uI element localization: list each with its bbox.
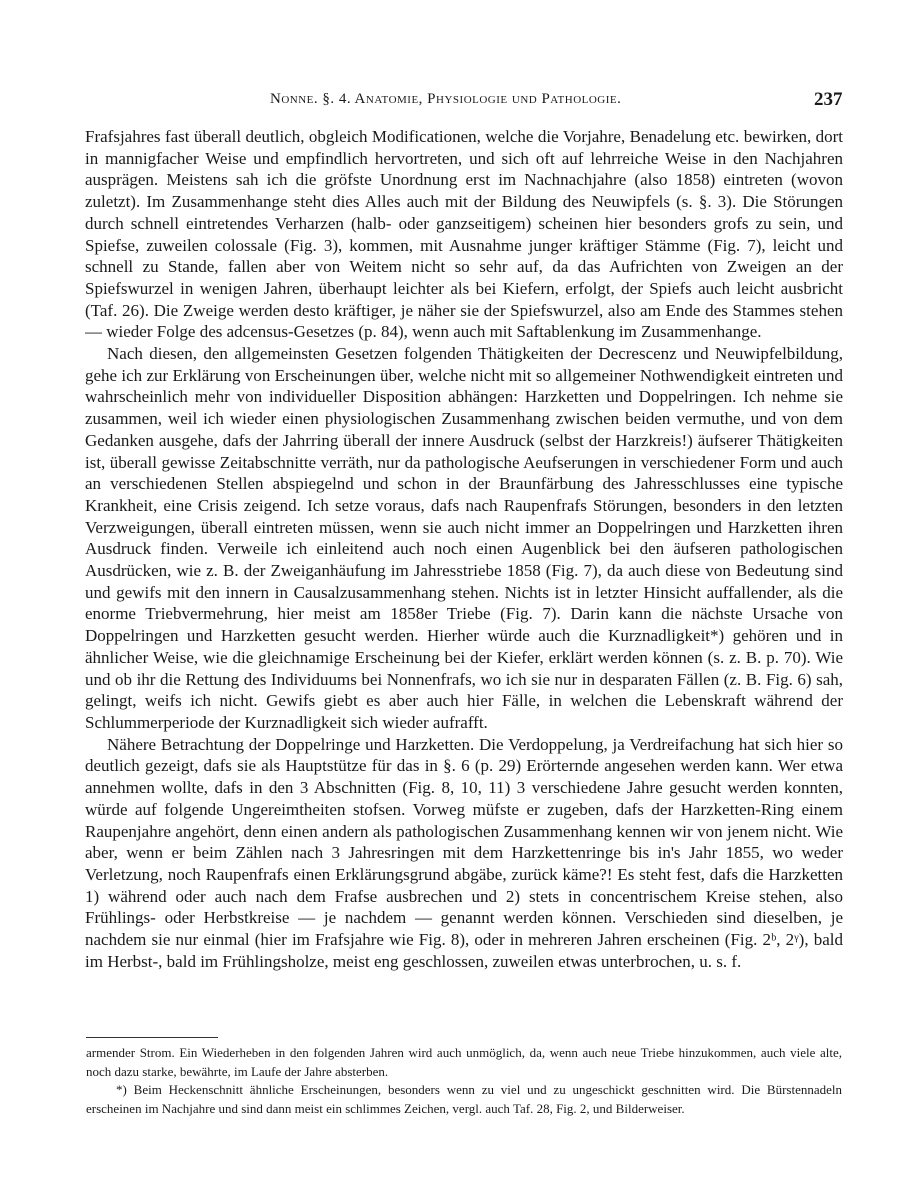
- footnote-separator: [86, 1037, 218, 1038]
- paragraph-2: Nach diesen, den allgemeinsten Gesetzen folgenden Thätigkeiten der Decrescenz und Neuwipfelbildung, gehe ich zur Erklärung von Erscheinungen über, welche nicht mit so allgemeiner Nothwendigkeit eintreten und wahrscheinlich mehr von individueller Disposition abhängen: Harzketten und Doppelringen. Ich nehme sie zusammen, weil ich wieder einen physiologischen Zusammenhang zwischen beiden vermuthe, und von dem Gedanken ausgehe, dafs der Jahrring überall der innere Ausdruck (selbst der Harzkreis!) äufserer Thätigkeiten ist, überall gewisse Zeitabschnitte verräth, nur da pathologische Aeufserungen in verschiedener Form und auch an verschiedenen Stellen abspiegelnd und schon in der Braunfärbung des Jahresschlusses eine typische Krankheit, eine Crisis zeigend. Ich setze voraus, dafs nach Raupenfrafs Störungen, besonders in den letzten Verzweigungen, überall eintreten müssen, wenn sie auch nicht immer an Doppelringen und Harzketten ihren Ausdruck finden. Verweile ich einleitend auch noch einen Augenblick bei den äufseren pathologischen Ausdrücken, wie z. B. der Zweiganhäufung im Jahresstriebe 1858 (Fig. 7), da auch diese von Bedeutung sind und gewifs mit den innern in Causalzusammenhang stehen. Nichts ist in letzter Hinsicht auffallender, als die enorme Triebvermehrung, hier meist am 1858er Triebe (Fig. 7). Darin kann die nächste Ursache von Doppelringen und Harzketten gesucht werden. Hierher würde auch die Kurznadligkeit*) gehören und in ähnlicher Weise, wie die gleichnamige Erscheinung bei der Kiefer, erklärt werden können (s. z. B. p. 70). Wie und ob ihr die Rettung des Individuums bei Nonnenfrafs, wo ich sie nur in desparaten Fällen (z. B. Fig. 6) sah, gelingt, weifs ich nicht. Gewifs giebt es aber auch hier Fälle, in welchen die Lebenskraft während der Schlummerperiode der Kurznadligkeit sich wieder aufrafft.: [85, 344, 843, 732]
- main-text: [85, 126, 843, 1046]
- paragraph-3: Nähere Betrachtung der Doppelringe und Harzketten. Die Verdoppelung, ja Verdreifachung hat sich hier so deutlich gezeigt, dafs sie als Hauptstütze für das in §. 6 (p. 29) Erörternde angesehen werden kann. Wer etwa annehmen wollte, dafs in den 3 Abschnitten (Fig. 8, 10, 11) 3 verschiedene Jahre gesucht werden konnten, würde auf folgende Ungereimtheiten stofsen. Vorweg müfste er zugeben, dafs der Harzketten-Ring einem Raupenjahre angehört, denn einen andern als pathologischen Zusammenhang kennen wir von jenem nicht. Wie aber, wenn er beim Zählen nach 3 Jahresringen mit dem Harzkettenringe bis in's Jahr 1855, wo weder Verletzung, noch Raupenfrafs einen Erklärungsgrund abgäbe, zurück käme?! Es steht fest, dafs die Harzketten 1) während oder auch nach dem Frafse ausbrechen und 2) stets in concentrischem Kreise stehen, also Frühlings- oder Herbstkreise — je nachdem — genannt werden können. Verschieden sind dieselben, je nachdem sie nur einmal (hier im Frafsjahre wie Fig. 8), oder in mehreren Jahren erscheinen (Fig. 2ᵇ, 2ᵞ), bald im Herbst-, bald im Frühlingsholze, meist eng geschlossen, zuweilen etwas unterbrochen, u. s. f.: [85, 734, 843, 971]
- footnotes: [86, 1044, 842, 1120]
- footnote-continuation: armender Strom. Ein Wiederheben in den folgenden Jahren wird auch unmöglich, da, wenn auch neue Triebe hinzukommen, auch viele alte, noch dazu starke, bewährte, im Laufe der Jahre absterben.: [86, 1045, 842, 1079]
- footnote-asterisk: *) Beim Heckenschnitt ähnliche Erscheinungen, besonders wenn zu viel und zu ungeschickt geschnitten wird. Die Bürstennadeln erscheinen im Nachjahre und sind dann meist ein schlimmes Zeichen, vergl. auch Taf. 28, Fig. 2, und Bilderweiser.: [86, 1082, 842, 1116]
- page-number: 237: [814, 89, 843, 110]
- paragraph-1: Frafsjahres fast überall deutlich, obgleich Modificationen, welche die Vorjahre, Benadelung etc. bewirken, dort in mannigfacher Weise und empfindlich hervortreten, und sich oft auf lehrreiche Weise in den Nachjahren ausprägen. Meistens sah ich die gröfste Unordnung erst im Nachnachjahre (also 1858) eintreten (wovon zuletzt). Im Zusammenhange steht dies Alles auch mit der Bildung des Neuwipfels (s. §. 3). Die Störungen durch schnell eintretendes Verharzen (halb- oder ganzseitigem) scheinen hier besonders grofs zu sein, und Spiefse, zuweilen colossale (Fig. 3), kommen, mit Ausnahme junger kräftiger Stämme (Fig. 7), leicht und schnell zu Stande, fallen aber von Weitem nicht so sehr auf, da das Aufrichten von Zweigen an der Spiefswurzel in wenigen Jahren, überhaupt leichter als bei Kiefern, erfolgt, der Spiefs auch leicht ausbricht (Taf. 26). Die Zweige werden desto kräftiger, je näher sie der Spiefswurzel, also am Ende des Stammes stehen — wieder Folge des adcensus-Gesetzes (p. 84), wenn auch mit Saftablenkung im Zusammenhange.: [85, 127, 843, 342]
- running-header: Nonne. §. 4. Anatomie, Physiologie und Pathologie.: [270, 91, 622, 107]
